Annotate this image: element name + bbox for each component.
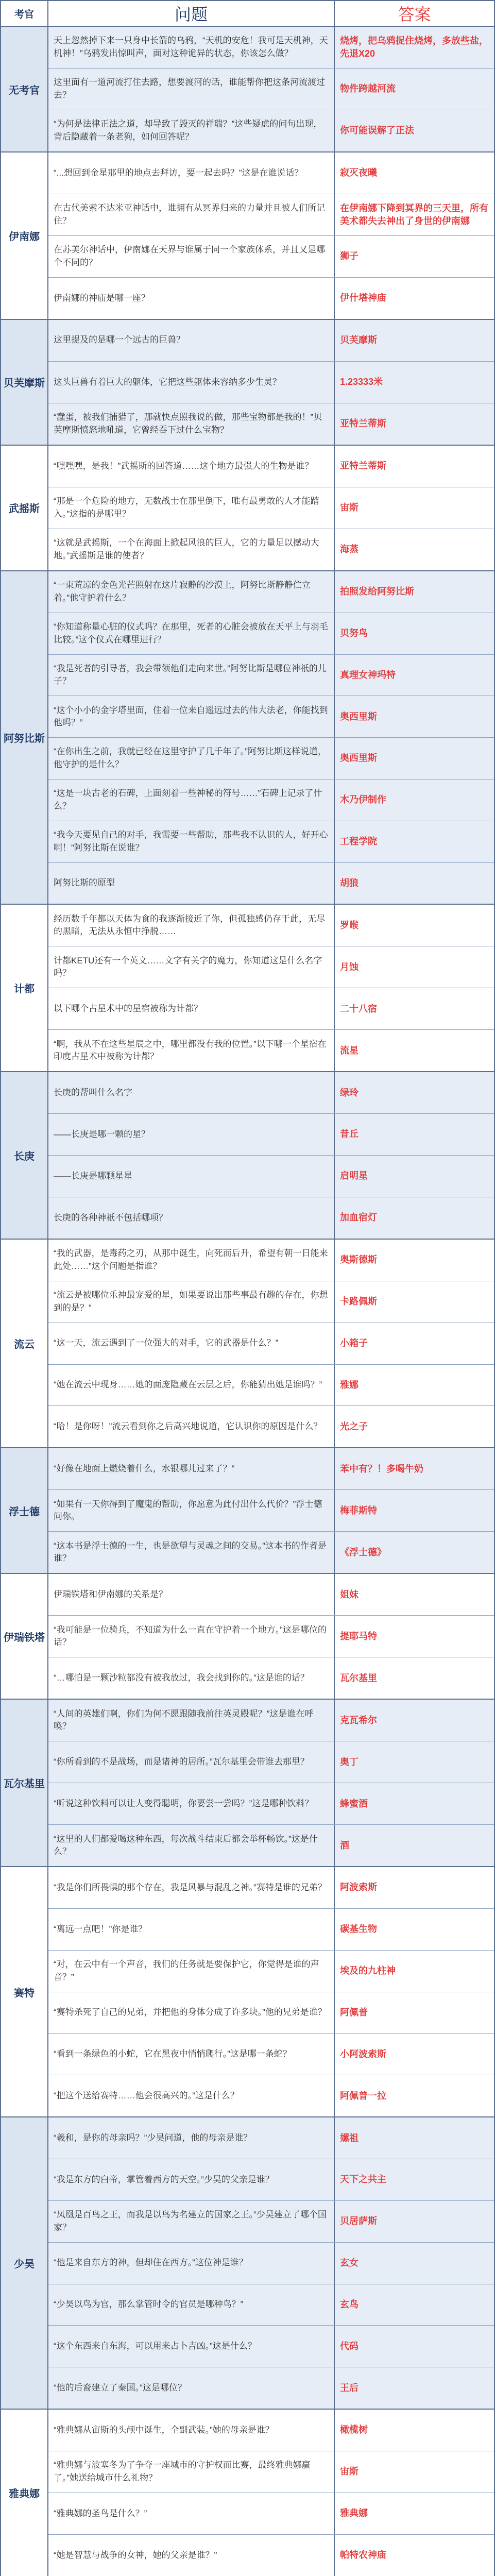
answer-cell: 梅菲斯特: [335, 1490, 494, 1531]
table-row: [48, 1323, 494, 1365]
table-row: [48, 779, 494, 821]
question-cell: “赛特杀死了自己的兄弟，并把他的身体分成了许多块。”他的兄弟是谁？: [48, 1992, 335, 2033]
answer-cell: 卡路佩斯: [335, 1281, 494, 1323]
table-row: [48, 320, 494, 362]
answer-cell: 蜂蜜酒: [335, 1783, 494, 1824]
examiner-name: 贝芙摩斯: [1, 320, 48, 445]
table-row: [48, 1992, 494, 2034]
question-cell: 计都KETU还有一个英文……文字有关字的魔力，你知道这是什么名字吗？: [48, 946, 335, 988]
answer-cell: 狮子: [335, 236, 494, 277]
answer-cell: 罗睺: [335, 905, 494, 946]
answer-cell: 亚特兰蒂斯: [335, 446, 494, 487]
question-rows: [48, 1072, 494, 1239]
question-cell: 阿努比斯的原型: [48, 863, 335, 904]
table-row: [48, 1825, 494, 1866]
answer-cell: 工程学院: [335, 821, 494, 862]
examiner-name: 伊瑞铁塔: [1, 1574, 48, 1699]
question-cell: “为何是法律正法之道，却导致了毁灭的祥瑞？”这些疑虑的问句出现，背后隐藏着一条老狗，如何回答呢？: [48, 110, 335, 151]
table-row: [48, 1197, 494, 1239]
answer-cell: 小箱子: [335, 1323, 494, 1364]
question-cell: “我今天要见自己的对手，我需要一些帮助，那些我不认识的人，好开心啊！”阿努比斯在说谁？: [48, 821, 335, 862]
table-row: [48, 613, 494, 655]
question-cell: 天上忽然掉下来一只身中长箭的乌鸦，“天机的安危！我可是天机神，天机神！”乌鸦发出惊叫声，面对这种诡异的状态，你该怎么做？: [48, 27, 335, 68]
table-body: [1, 27, 494, 2576]
question-cell: 长庚的各种神祇不包括哪项？: [48, 1197, 335, 1239]
question-cell: “这个东西来自东海，可以用来占卜吉凶。”这是什么？: [48, 2326, 335, 2367]
examiner-group: [1, 446, 494, 571]
question-cell: ——长庚是哪颗星星: [48, 1156, 335, 1197]
question-cell: “一束荒凉的金色光芒照射在这片寂静的沙漠上，阿努比斯静静伫立着。”他守护着什么？: [48, 571, 335, 613]
table-row: [48, 362, 494, 403]
table-row: [48, 2326, 494, 2367]
question-rows: [48, 1700, 494, 1866]
answer-cell: 提耶马特: [335, 1616, 494, 1657]
question-cell: “啊，我从不在这些星辰之中，哪里都没有我的位置。”以下哪一个星宿在印度占星术中被称为计都？: [48, 1030, 335, 1071]
question-cell: “我是东方的白帝，掌管着西方的天空。”少昊的父亲是谁？: [48, 2159, 335, 2200]
question-cell: “他的后裔建立了秦国。”这是哪位？: [48, 2367, 335, 2409]
examiner-group: [1, 571, 494, 905]
question-cell: “这里的人们都爱喝这种东西，每次战斗结束后都会举杯畅饮。”这是什么？: [48, 1825, 335, 1866]
examiner-group: [1, 1448, 494, 1574]
question-rows: [48, 905, 494, 1071]
question-cell: “羲和，是你的母亲吗？”少昊问道，他的母亲是谁？: [48, 2117, 335, 2159]
answer-cell: 克瓦希尔: [335, 1700, 494, 1741]
question-cell: “...想回到金星那里的地点去拜访，要一起去吗？”这是在谁说话？: [48, 152, 335, 194]
examiner-name: 流云: [1, 1240, 48, 1447]
answer-cell: 海蒸: [335, 529, 494, 570]
table-row: [48, 1072, 494, 1114]
table-row: [48, 946, 494, 988]
question-cell: 这里面有一道河流打住去路，想要渡河的话，谁能帮你把这条河流渡过去？: [48, 69, 335, 110]
question-cell: “…哪怕是一颗沙粒都没有被我放过，我会找到你的。”这是谁的话？: [48, 1657, 335, 1699]
answer-cell: 阿佩普: [335, 1992, 494, 2033]
examiner-group: [1, 1072, 494, 1240]
answer-cell: 宙斯: [335, 487, 494, 529]
table-row: [48, 529, 494, 570]
answer-cell: 二十八宿: [335, 988, 494, 1029]
table-row: [48, 2493, 494, 2535]
table-row: [48, 278, 494, 319]
table-row: [48, 696, 494, 738]
header-answer: 答案: [398, 5, 431, 24]
table-row: [48, 655, 494, 697]
table-row: [48, 236, 494, 278]
question-cell: “蠢蛋，被我们捕猎了，那就快点照我说的做，那些宝物都是我的！”贝芙摩斯愤怒地吼道，它曾经吞下过什么宝物？: [48, 403, 335, 445]
examiner-name: 阿努比斯: [1, 571, 48, 904]
question-cell: “你知道称量心脏的仪式吗？在那里，死者的心脏会被放在天平上与羽毛比较。”这个仪式在哪里进行？: [48, 613, 335, 654]
answer-cell: 1.23333米: [335, 362, 494, 403]
answer-cell: 绿玲: [335, 1072, 494, 1113]
answer-cell: 在伊南娜下降到冥界的三天里，所有美术都失去神出了身世的伊南娜: [335, 194, 494, 235]
table-row: [48, 27, 494, 69]
answer-cell: 王后: [335, 2367, 494, 2409]
question-rows: [48, 320, 494, 445]
answer-cell: 阿波索斯: [335, 1867, 494, 1908]
table-row: [48, 2117, 494, 2159]
table-row: [48, 1783, 494, 1825]
answer-cell: 胡狼: [335, 863, 494, 904]
table-row: [48, 821, 494, 863]
table-row: [48, 1657, 494, 1699]
question-cell: 在古代美索不达米亚神话中，谁拥有从冥界归来的力量并且被人们所记住？: [48, 194, 335, 235]
table-row: [48, 2034, 494, 2076]
question-rows: [48, 2410, 494, 2576]
table-row: [48, 1406, 494, 1447]
answer-cell: 奥西里斯: [335, 696, 494, 737]
table-row: [48, 403, 494, 445]
table-row: [48, 1448, 494, 1490]
question-rows: [48, 1448, 494, 1573]
table-row: [48, 863, 494, 904]
question-cell: “听说这种饮料可以让人变得聪明，你要尝一尝吗？”这是哪种饮料？: [48, 1783, 335, 1824]
table-row: [48, 905, 494, 946]
table-row: [48, 487, 494, 529]
question-rows: [48, 152, 494, 319]
question-cell: “把这个送给赛特……他会很高兴的。”这是什么？: [48, 2075, 335, 2116]
table-row: [48, 1616, 494, 1657]
question-cell: “雅典娜的圣鸟是什么？”: [48, 2493, 335, 2534]
examiner-group: [1, 2117, 494, 2410]
question-cell: ——长庚是哪一颗的星？: [48, 1114, 335, 1155]
answer-cell: 嫘祖: [335, 2117, 494, 2159]
answer-cell: 雅娜: [335, 1365, 494, 1406]
answer-cell: 启明星: [335, 1156, 494, 1197]
table-row: [48, 1532, 494, 1573]
question-rows: [48, 27, 494, 151]
table-row: [48, 1114, 494, 1156]
question-cell: 伊南娜的神庙是哪一座？: [48, 278, 335, 319]
table-row: [48, 571, 494, 613]
table-header: [1, 1, 494, 27]
question-cell: “你所看到的不是战场，而是诸神的居所。”瓦尔基里会带谁去那里？: [48, 1741, 335, 1783]
question-cell: “我可能是一位骑兵，不知道为什么一直在守护着一个地方。”这是哪位的话？: [48, 1616, 335, 1657]
examiner-group: [1, 320, 494, 446]
answer-cell: 昔丘: [335, 1114, 494, 1155]
answer-cell: 瓦尔基里: [335, 1657, 494, 1699]
examiner-name: 武摇斯: [1, 446, 48, 570]
answer-cell: 光之子: [335, 1406, 494, 1447]
question-cell: “他是来自东方的神，但却住在西方。”这位神是谁？: [48, 2243, 335, 2284]
table-row: [48, 1490, 494, 1532]
table-row: [48, 2367, 494, 2409]
answer-cell: 橄榄树: [335, 2410, 494, 2451]
table-row: [48, 738, 494, 779]
answer-cell: 《浮士德》: [335, 1532, 494, 1573]
table-row: [48, 446, 494, 487]
question-cell: “离远一点吧！”你是谁？: [48, 1909, 335, 1950]
examiner-group: [1, 27, 494, 152]
answer-cell: 伊什塔神庙: [335, 278, 494, 319]
table-row: [48, 1909, 494, 1951]
examiner-group: [1, 1867, 494, 2117]
question-cell: “好像在地面上燃烧着什么，水银哪儿过来了？”: [48, 1448, 335, 1489]
answer-cell: 玄鸟: [335, 2284, 494, 2326]
answer-cell: 奥西里斯: [335, 738, 494, 779]
answer-cell: 奥斯德斯: [335, 1240, 494, 1281]
table-row: [48, 1867, 494, 1909]
answer-cell: 帕特农神庙: [335, 2535, 494, 2576]
question-cell: “人间的英雄们啊，你们为何不愿跟随我前往英灵殿呢？”这是谁在呼唤？: [48, 1700, 335, 1741]
examiner-name: 浮士德: [1, 1448, 48, 1573]
question-cell: “嘿嘿嘿，是我！”武摇斯的回答道……这个地方最强大的生物是谁？: [48, 446, 335, 487]
question-cell: 经历数千年都以天体为食的我逐渐接近了你，但孤独感仍存于此，无尽的黑暗，无法从永恒中挣脱……: [48, 905, 335, 946]
question-cell: 以下哪个占星术中的星宿被称为计都？: [48, 988, 335, 1029]
answer-cell: 月蚀: [335, 946, 494, 988]
table-row: [48, 1574, 494, 1616]
question-rows: [48, 1240, 494, 1447]
answer-cell: 苯中有？！多喝牛奶: [335, 1448, 494, 1489]
table-row: [48, 2201, 494, 2243]
question-cell: “凤凰是百鸟之王，而我是以鸟为名建立的国家之王。”少昊建立了哪个国家？: [48, 2201, 335, 2242]
examiner-group: [1, 905, 494, 1072]
question-cell: “少昊以鸟为官，那么掌管时令的官员是哪种鸟？”: [48, 2284, 335, 2326]
table-row: [48, 1240, 494, 1281]
question-cell: 这里提及的是哪一个远古的巨兽？: [48, 320, 335, 361]
table-row: [48, 69, 494, 110]
answer-cell: 玄女: [335, 2243, 494, 2284]
answer-cell: 酒: [335, 1825, 494, 1866]
question-rows: [48, 1867, 494, 2116]
answer-cell: 寂灭夜曦: [335, 152, 494, 194]
answer-cell: 姐妹: [335, 1574, 494, 1615]
question-cell: “流云是被哪位乐神最宠爱的星，如果要说出那些事最有趣的存在，你想到的是？”: [48, 1281, 335, 1323]
table-row: [48, 2159, 494, 2201]
question-cell: “我是你们所畏惧的那个存在，我是风暴与混乱之神。”赛特是谁的兄弟？: [48, 1867, 335, 1908]
question-cell: “她是智慧与战争的女神，她的父亲是谁？”: [48, 2535, 335, 2576]
answer-cell: 贝努鸟: [335, 613, 494, 654]
question-cell: “我是死者的引导者，我会带领他们走向来世。”阿努比斯是哪位神祇的儿子？: [48, 655, 335, 696]
table-row: [48, 110, 494, 151]
examiner-group: [1, 152, 494, 320]
examiner-group: [1, 1240, 494, 1448]
question-cell: 伊瑞铁塔和伊南娜的关系是？: [48, 1574, 335, 1615]
examiner-name: 少昊: [1, 2117, 48, 2409]
question-cell: “那是一个危险的地方，无数战士在那里倒下，唯有最勇敢的人才能踏入。”这指的是哪里？: [48, 487, 335, 529]
examiner-name: 长庚: [1, 1072, 48, 1239]
examiner-group: [1, 2410, 494, 2576]
answer-cell: 贝芙摩斯: [335, 320, 494, 361]
question-cell: “这就是武摇斯，一个在海面上掀起风浪的巨人，它的力量足以撼动大地。”武摇斯是谁的使者？: [48, 529, 335, 570]
answer-cell: 木乃伊制作: [335, 779, 494, 821]
answer-cell: 流星: [335, 1030, 494, 1071]
question-cell: “我的武器，是毒药之刃，从那中诞生，向死而后升，希望有朝一日能来此处……”这个问题是指谁？: [48, 1240, 335, 1281]
examiner-name: 计都: [1, 905, 48, 1071]
answer-cell: 贝居萨斯: [335, 2201, 494, 2242]
question-cell: “在你出生之前，我就已经在这里守护了几千年了。”阿努比斯这样说道，他守护的是什么？: [48, 738, 335, 779]
table-row: [48, 1365, 494, 1406]
table-row: [48, 2535, 494, 2576]
header-topic: 考官: [1, 1, 48, 26]
answer-cell: 拍照发给阿努比斯: [335, 571, 494, 613]
question-cell: “雅典娜从宙斯的头颅中诞生，全副武装。”她的母亲是谁？: [48, 2410, 335, 2451]
answer-cell: 碳基生物: [335, 1909, 494, 1950]
question-rows: [48, 446, 494, 570]
answer-cell: 奥丁: [335, 1741, 494, 1783]
answer-cell: 小阿波索斯: [335, 2034, 494, 2075]
table-row: [48, 1700, 494, 1741]
answer-cell: 宙斯: [335, 2451, 494, 2493]
question-rows: [48, 2117, 494, 2409]
answer-cell: 你可能误解了正法: [335, 110, 494, 151]
table-row: [48, 1741, 494, 1783]
question-cell: 这头巨兽有着巨大的躯体，它把这些躯体来容纳多少生灵？: [48, 362, 335, 403]
table-row: [48, 2243, 494, 2284]
question-cell: “如果有一天你得到了魔鬼的帮助，你愿意为此付出什么代价？”浮士德问你。: [48, 1490, 335, 1531]
examiner-name: 赛特: [1, 1867, 48, 2116]
question-cell: 在苏美尔神话中，伊南娜在天界与谁属于同一个家族体系，并且又是哪个不同的？: [48, 236, 335, 277]
examiner-name: 瓦尔基里: [1, 1700, 48, 1866]
answer-cell: 阿佩普一拉: [335, 2075, 494, 2116]
question-cell: 长庚的帮叫什么名字: [48, 1072, 335, 1113]
table-row: [48, 988, 494, 1030]
table-row: [48, 2284, 494, 2326]
question-cell: “这本书是浮士德的一生，也是欲望与灵魂之间的交易。”这本书的作者是谁？: [48, 1532, 335, 1573]
header-question: 问题: [48, 1, 335, 26]
examiner-name: 伊南娜: [1, 152, 48, 319]
answer-cell: 雅典娜: [335, 2493, 494, 2534]
examiner-name: 雅典娜: [1, 2410, 48, 2576]
question-cell: “这是一块古老的石碑，上面刻着一些神秘的符号……”石碑上记录了什么？: [48, 779, 335, 821]
answer-cell: 亚特兰蒂斯: [335, 403, 494, 445]
question-cell: “看到一条绿色的小蛇，它在黑夜中悄悄爬行。”这是哪一条蛇？: [48, 2034, 335, 2075]
question-rows: [48, 571, 494, 904]
table-row: [48, 2451, 494, 2493]
answer-cell: 烧烤，把乌鸦捉住烧烤，多放些盐，先退X20: [335, 27, 494, 68]
answer-cell: 物件跨越河流: [335, 69, 494, 110]
examiner-group: [1, 1700, 494, 1867]
answer-cell: 埃及的九柱神: [335, 1951, 494, 1992]
question-cell: “这一天，流云遇到了一位强大的对手，它的武器是什么？”: [48, 1323, 335, 1364]
examiner-group: [1, 1574, 494, 1700]
table-row: [48, 1951, 494, 1992]
question-cell: “这个小小的金字塔里面，住着一位来自遥远过去的伟大法老，你能找到他吗？”: [48, 696, 335, 737]
question-cell: “她在流云中现身……她的面庞隐藏在云层之后，你能猜出她是谁吗？”: [48, 1365, 335, 1406]
question-cell: “对，在云中有一个声音，我们的任务就是要保护它，你觉得是谁的声音？”: [48, 1951, 335, 1992]
table-row: [48, 2075, 494, 2116]
table-row: [48, 1156, 494, 1197]
table-row: [48, 2410, 494, 2451]
table-row: [48, 1030, 494, 1071]
answer-cell: 代码: [335, 2326, 494, 2367]
examiner-name: 无考官: [1, 27, 48, 151]
question-rows: [48, 1574, 494, 1699]
answer-cell: 真理女神玛特: [335, 655, 494, 696]
answer-cell: 加血宿灯: [335, 1197, 494, 1239]
question-cell: “雅典娜与波塞冬为了争夺一座城市的守护权而比赛，最终雅典娜赢了。”她送给城市什么礼物？: [48, 2451, 335, 2493]
table-row: [48, 194, 494, 236]
table-row: [48, 152, 494, 194]
answer-cell: 天下之共主: [335, 2159, 494, 2200]
question-cell: “哈！是你呀！”流云看到你之后高兴地说道，它认识你的原因是什么？: [48, 1406, 335, 1447]
table-row: [48, 1281, 494, 1323]
